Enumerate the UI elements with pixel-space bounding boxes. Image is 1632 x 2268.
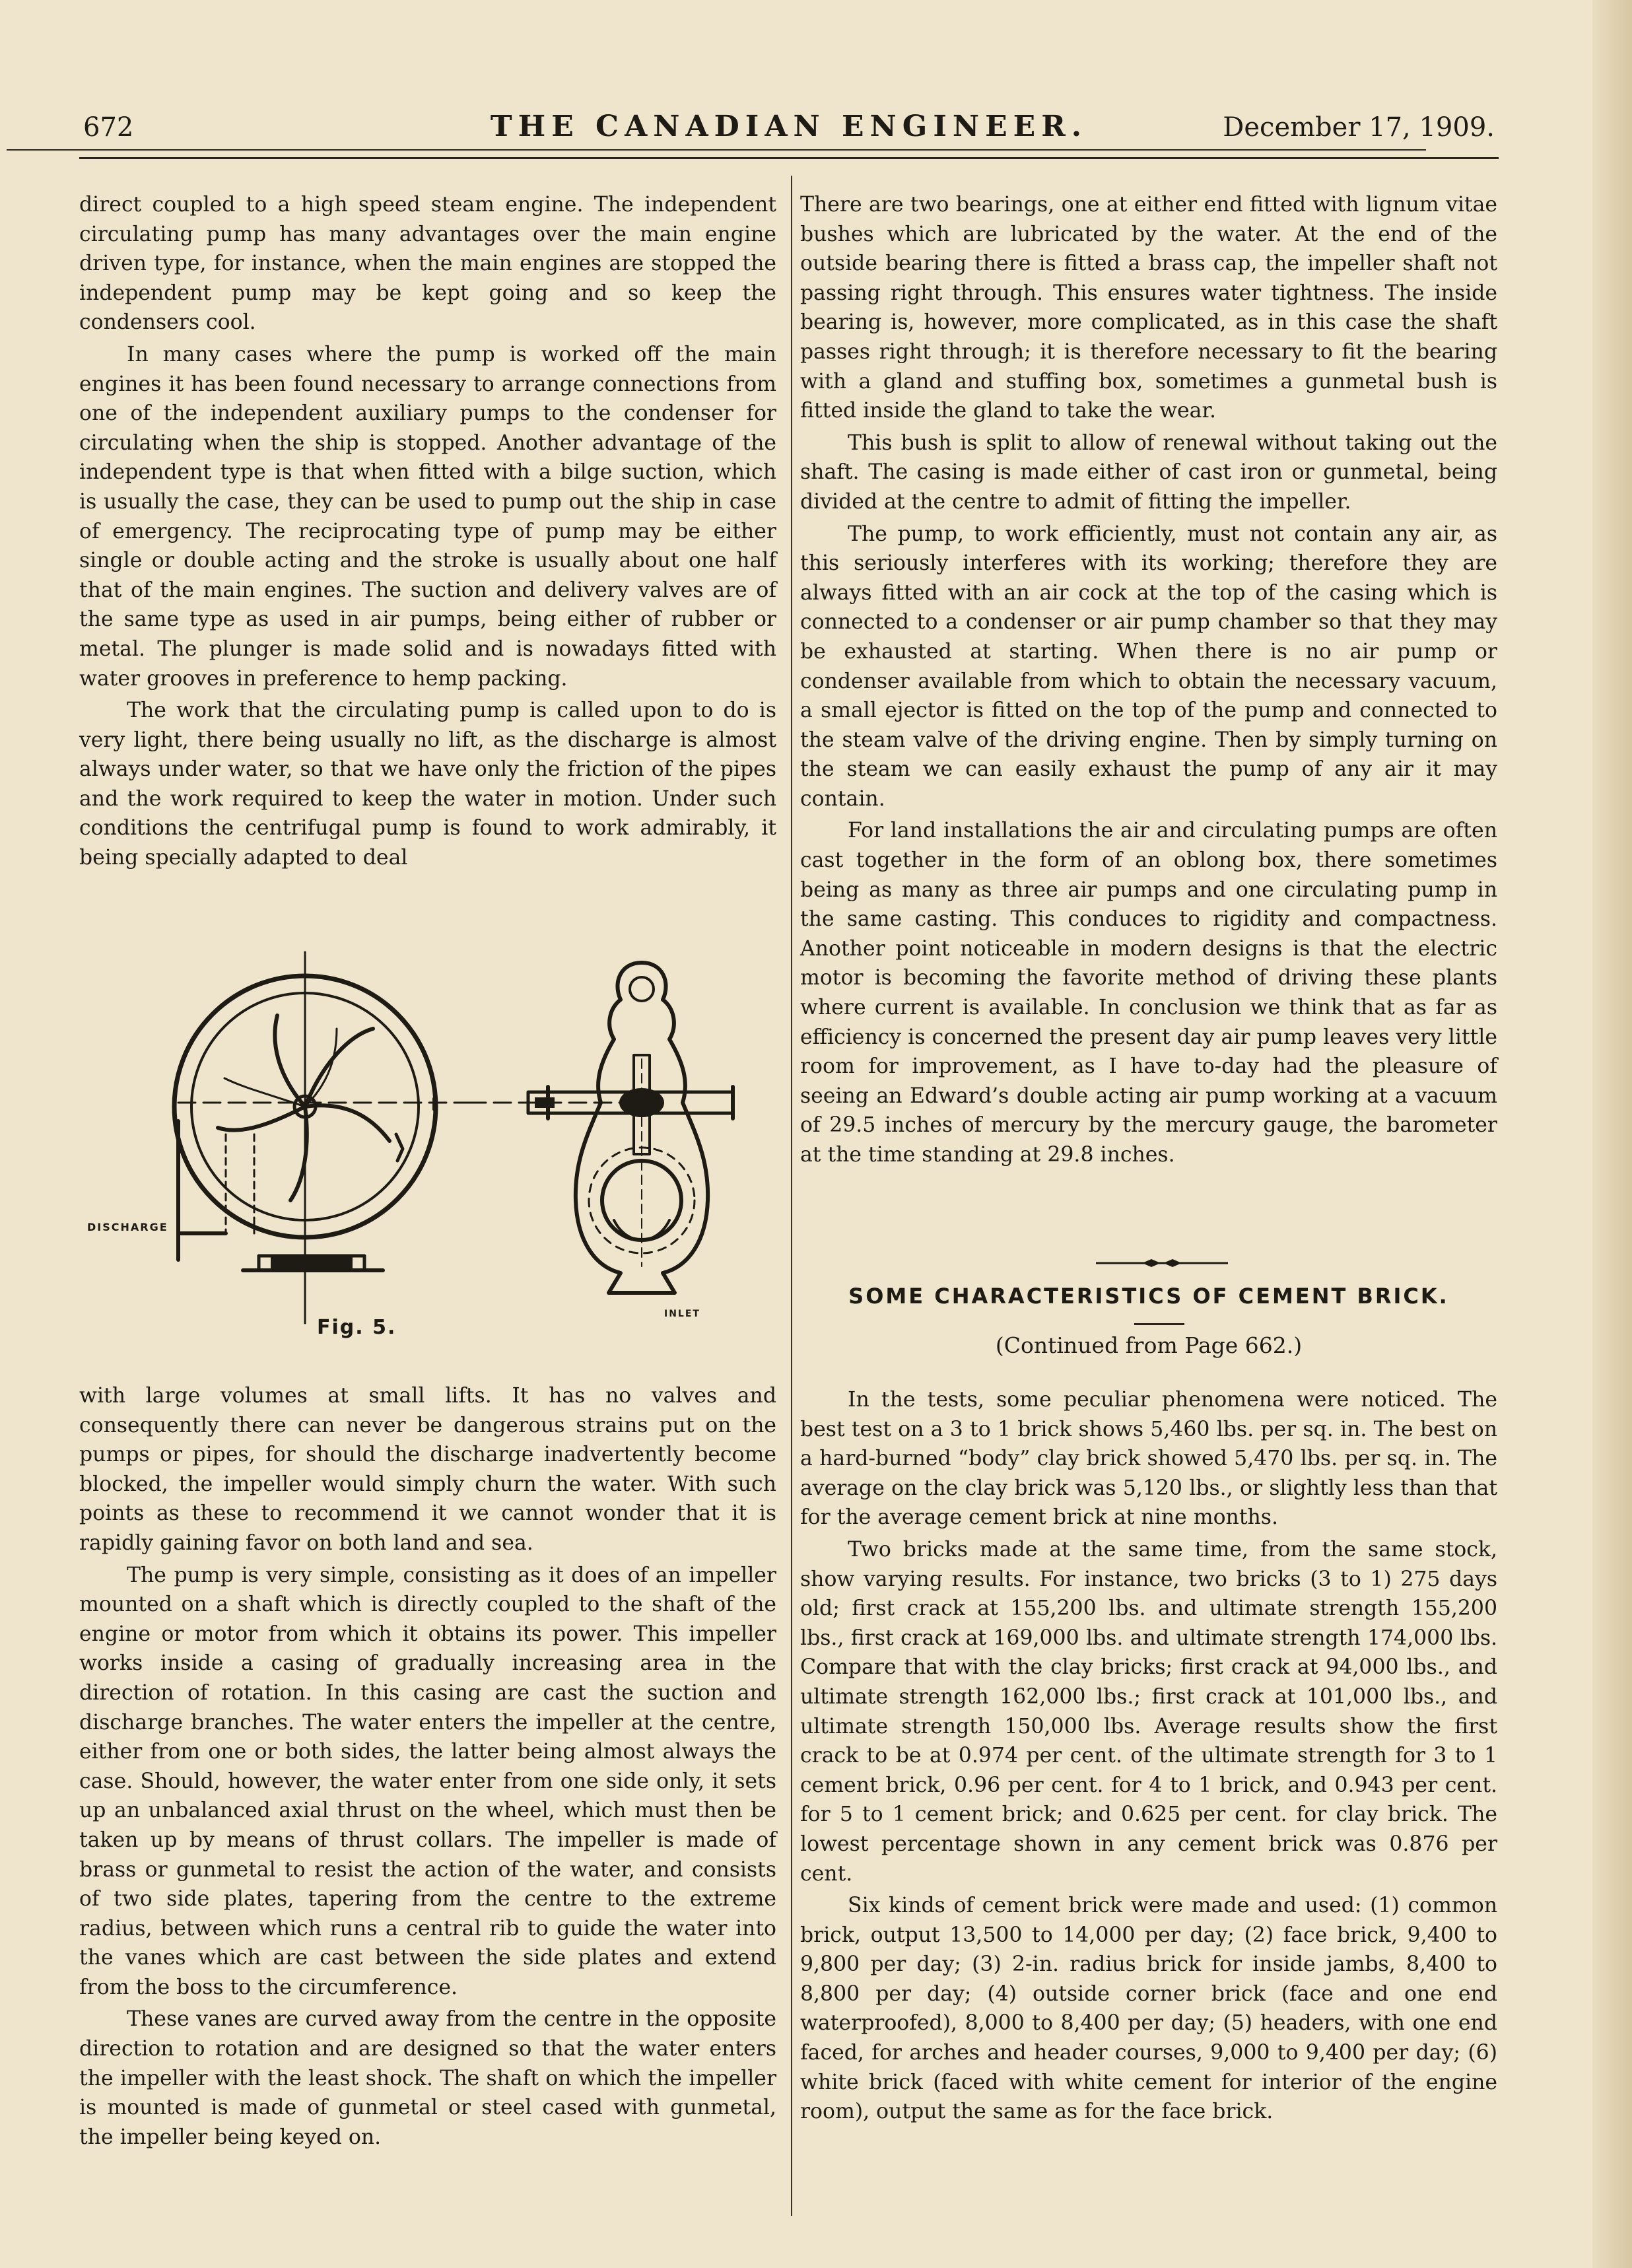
paragraph: For land installations the air and circulating pumps are often cast together in the form of an oblong box, there sometimes being as many as three air pumps and one circulating pump in the same casting. This conduces to rigidity and compactness. Another point noticeable in modern designs is that the electric motor is becoming the favorite method of driving these plants where current is available. In conclusion we think that as far as efficiency is concerned the present day air pump leaves very little room for improvement, as I have to-day had the pleasure of seeing an Edward’s double acting air pump working at a vacuum of 29.5 inches of mercury by the mercury gauge, the barometer at the time standing at 29.8 inches. xyxy=(800,819,1497,1167)
pump-end-view xyxy=(469,963,733,1293)
figure-caption: Fig. 5. xyxy=(317,1316,397,1339)
paragraph: The work that the circulating pump is called upon to do is very light, there being usually no lift, as the discharge is almost always under water, so that we have only the friction of the pipes and the work required to keep the water in motion. Under such conditions the centrifugal pump is found to work admirably, it being specially adapted to deal xyxy=(79,699,776,870)
paragraph: Two bricks made at the same time, from the same stock, show varying results. For instance, two bricks (3 to 1) 275 days old; first crack at 155,200 lbs. and ultimate strength 155,200 lbs., first crack at 169,000 lbs. and ultimate strength 174,000 lbs. Compare that with the clay bricks; first crack at 94,000 lbs., and ultimate strength 162,000 lbs.; first crack at 101,000 lbs., and ultimate strength 150,000 lbs. Average results show the first crack to be at 0.974 per cent. of the ultimate strength for 3 to 1 cement brick, 0.96 per cent. for 4 to 1 brick, and 0.943 per cent. for 5 to 1 cement brick; and 0.625 per cent. for clay brick. The lowest percentage shown in any cement brick was 0.876 per cent. xyxy=(800,1537,1497,1886)
paragraph: These vanes are curved away from the centre in the opposite direction to rotation and are designed so that the water enters the impeller with the least shock. The shaft on which the impeller is mounted is made of gunmetal or steel cased with gunmetal, the impeller being keyed on. xyxy=(79,2007,776,2149)
paragraph: There are two bearings, one at either end fitted with lignum vitae bushes which are lubricated by the water. At the end of the outside bearing there is fitted a brass cap, the impeller shaft not passing right through. This ensures water tightness. The inside bearing is, however, more complicated, as in this case the shaft passes right through; it is therefore necessary to fit the bearing with a gland and stuffing box, sometimes a gunmetal bush is fitted inside the gland to take the wear. xyxy=(800,193,1497,423)
section-ornament xyxy=(1096,1257,1228,1269)
paragraph: with large volumes at small lifts. It has no valves and consequently there can never be dangerous strains put on the pumps or pipes, for should the discharge inadvertently become blocked, the impeller would simply churn the water. With such points as these to recommend it we cannot wonder that it is rapidly gaining favor on both land and sea. xyxy=(79,1384,776,1555)
column-divider xyxy=(791,176,792,2216)
header-rule-thin xyxy=(7,149,1426,151)
discharge-label: DISCHARGE xyxy=(87,1221,168,1233)
continued-note: (Continued from Page 662.) xyxy=(995,1332,1303,1358)
paragraph: direct coupled to a high speed steam engine. The independent circulating pump has many advantages over the main engine driven type, for instance, when the main engines are stopped the independent pump may be kept going and so keep the condensers cool. xyxy=(79,193,776,335)
left-column-top xyxy=(79,190,776,873)
journal-title: THE CANADIAN ENGINEER. xyxy=(490,110,1088,143)
paragraph: In many cases where the pump is worked off the main engines it has been found necessary to arrange connections from one of the independent auxiliary pumps to the condenser for circulating when the ship is stopped. Another advantage of the independent type is that when fitted with a bilge suction, which is usually the case, they can be used to pump out the ship in case of emergency. The reciprocating type of pump may be either single or double acting and the stroke is usually about one half that of the main engines. The suction and delivery valves are of the same type as used in air pumps, being either of rubber or metal. The plunger is made solid and is nowadays fitted with water grooves in preference to hemp packing. xyxy=(79,342,776,691)
right-column-bottom xyxy=(800,1385,1497,2127)
paragraph: Six kinds of cement brick were made and used: (1) common brick, output 13,500 to 14,000 per day; (2) face brick, 9,400 to 9,800 per day; (3) 2-in. radius brick for inside jambs, 8,400 to 8,800 per day; (4) outside corner brick (face and one end waterproofed), 8,000 to 8,400 per day; (5) headers, with one end faced, for arches and header courses, 9,000 to 9,400 per day; (6) white brick (faced with white cement for interior of the engine room), output the same as for the face brick. xyxy=(800,1894,1497,2124)
page-number: 672 xyxy=(83,112,134,143)
right-column-top xyxy=(800,190,1497,1170)
figure-5-centrifugal-pump-drawing xyxy=(73,936,786,1359)
paragraph: The pump, to work efficiently, must not contain any air, as this seriously interferes with its working; therefore they are always fitted with an air cock at the top of the casing which is connected to a condenser or air pump chamber so that they may be exhausted at starting. When there is no air pump or condenser available from which to obtain the necessary vacuum, a small ejector is fitted on the top of the pump and connected to the steam valve of the driving engine. Then by simply turning on the steam we can easily exhaust the pump of any air it may contain. xyxy=(800,522,1497,811)
issue-date: December 17, 1909. xyxy=(1223,112,1495,143)
paragraph: This bush is split to allow of renewal without taking out the shaft. The casing is made either of cast iron or gunmetal, being divided at the centre to admit of fitting the impeller. xyxy=(800,430,1497,514)
page-edge xyxy=(1592,0,1632,2268)
left-column-bottom xyxy=(79,1381,776,2152)
paragraph: The pump is very simple, consisting as it does of an impeller mounted on a shaft which is directly coupled to the shaft of the engine or motor from which it obtains its power. This impeller works inside a casing of gradually increasing area in the direction of rotation. In this casing are cast the suction and discharge branches. The water enters the impeller at the centre, either from one or both sides, the latter being almost always the case. Should, however, the water enter from one side only, it sets up an unbalanced axial thrust on the wheel, which must then be taken up by means of thrust collars. The impeller is made of brass or gunmetal to resist the action of the water, and consists of two side plates, tapering from the centre to the extreme radius, between which runs a central rib to guide the water into the vanes which are cast between the side plates and extend from the boss to the circumference. xyxy=(79,1563,776,1999)
inlet-label: INLET xyxy=(664,1309,700,1319)
article-title: SOME CHARACTERISTICS OF CEMENT BRICK. xyxy=(848,1284,1449,1309)
paragraph: In the tests, some peculiar phenomena were noticed. The best test on a 3 to 1 brick shows 5,460 lbs. per sq. in. The best on a hard-burned “body” clay brick showed 5,470 lbs. per sq. in. The average on the clay brick was 5,120 lbs., or slightly less than that for the average cement brick at nine months. xyxy=(800,1388,1497,1530)
title-rule xyxy=(1134,1323,1184,1325)
running-header xyxy=(79,106,1499,152)
header-rule xyxy=(79,157,1499,159)
